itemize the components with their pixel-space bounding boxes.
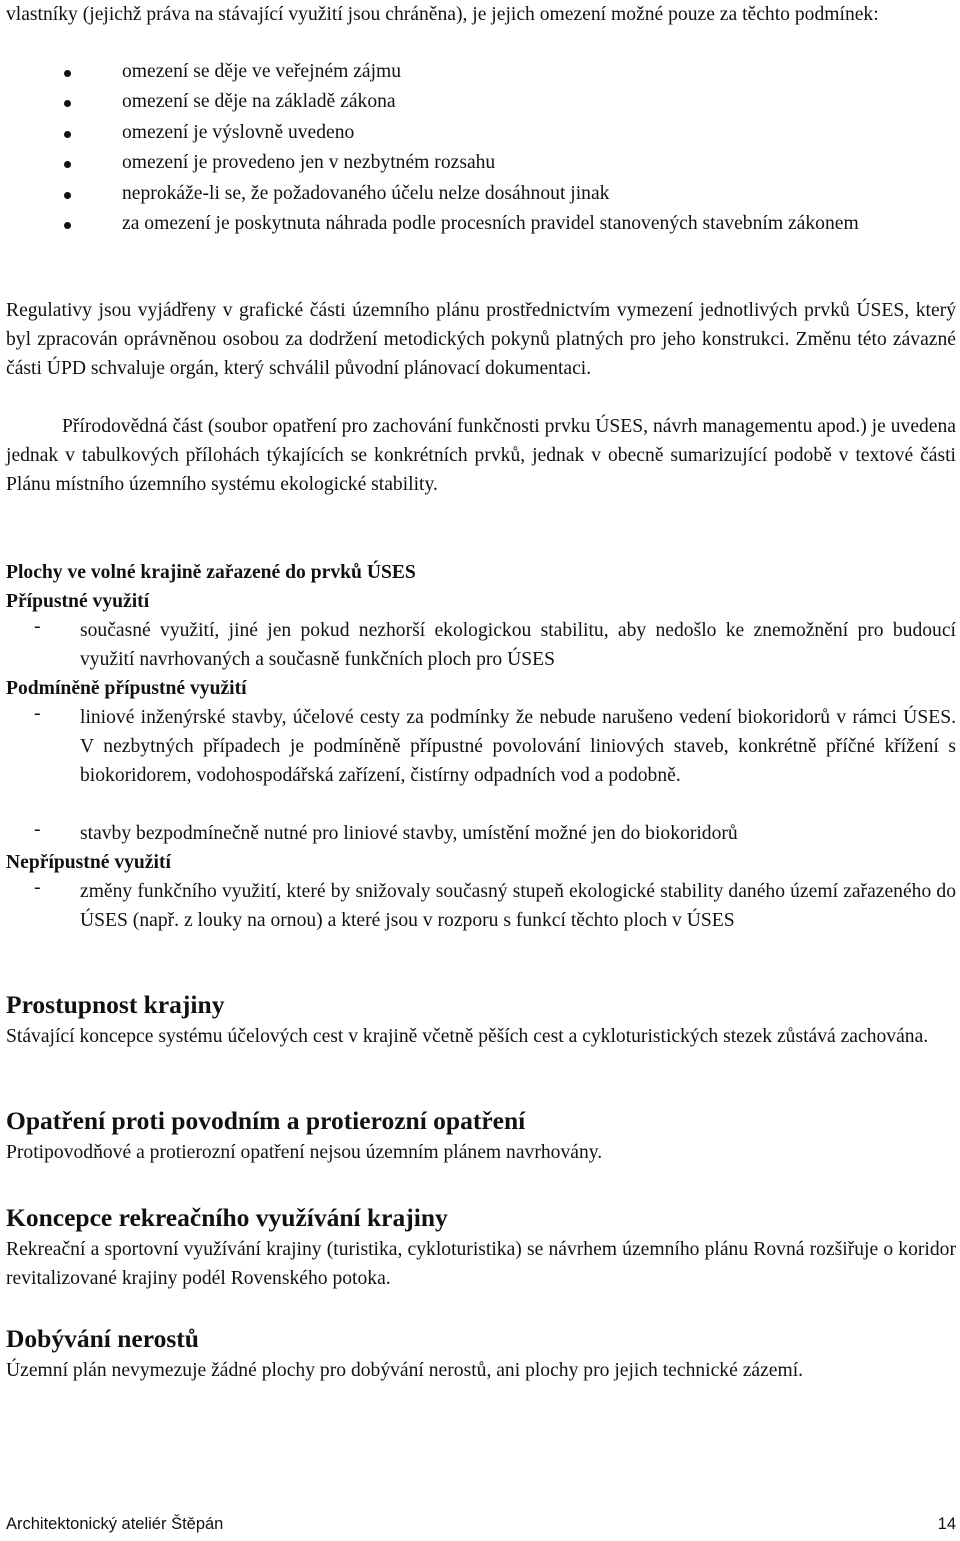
list-item: omezení je provedeno jen v nezbytném rozsahu (0, 148, 882, 178)
intro-paragraph: vlastníky (jejichž práva na stávající využití jsou chráněna), je jejich omezení možné pouze za těchto podmínek: (6, 4, 879, 25)
regulativy-paragraph: Regulativy jsou vyjádřeny v grafické části územního plánu prostřednictvím vymezení jednotlivých prvků ÚSES, který byl zpracován oprávněnou osobou za dodržení metodických pokynů platných pro jeho konstrukci. Změnu této závazné části ÚPD schvaluje orgán, který schválil původní plánovací dokumentaci. (6, 300, 956, 379)
page-number: 14 (937, 1515, 956, 1533)
bullet-icon (64, 70, 71, 77)
bullet-icon (64, 100, 71, 107)
bullet-icon (64, 131, 71, 138)
list-item: omezení se děje ve veřejném zájmu (0, 57, 882, 87)
prirodovedna-paragraph: Přírodovědná část (soubor opatření pro zachování funkčnosti prvku ÚSES, návrh managementu apod.) je uvedena jednak v tabulkových přílohách týkajících se konkrétních prvků, jednak v obecně sumarizující podobě v textové části Plánu místního územního systému ekologické stability. (6, 416, 956, 495)
prostupnost-paragraph: Stávající koncepce systému účelových cest v krajině včetně pěších cest a cykloturistických stezek zůstává zachována. (6, 1026, 929, 1047)
nerosty-paragraph: Územní plán nevymezuje žádné plochy pro dobývání nerostů, ani plochy pro jejich technické zázemí. (6, 1360, 804, 1381)
povodni-heading: Opatření proti povodním a protierozní opatření (6, 1106, 526, 1135)
dash-marker: - (34, 703, 41, 724)
nerosty-heading: Dobývání nerostů (6, 1324, 199, 1353)
dash-marker: - (34, 877, 41, 898)
povodni-paragraph: Protipovodňové a protierozní opatření nejsou územním plánem navrhovány. (6, 1142, 603, 1163)
list-item: omezení se děje na základě zákona (0, 87, 882, 117)
conditions-list (0, 57, 960, 239)
nepripustne-label: Nepřípustné využití (6, 852, 171, 873)
bullet-icon (64, 222, 71, 229)
bullet-icon (64, 161, 71, 168)
list-item: za omezení je poskytnuta náhrada podle procesních pravidel stanovených stavebním zákonem (0, 209, 882, 239)
list-item: omezení je výslovně uvedeno (0, 118, 882, 148)
rekreace-heading: Koncepce rekreačního využívání krajiny (6, 1203, 448, 1232)
footer-author: Architektonický ateliér Štěpán (6, 1515, 224, 1533)
bullet-icon (64, 192, 71, 199)
uses-heading: Plochy ve volné krajině zařazené do prvků ÚSES (6, 562, 416, 583)
dash-marker: - (34, 616, 41, 637)
list-item: neprokáže-li se, že požadovaného účelu nelze dosáhnout jinak (0, 179, 882, 209)
podminene-label: Podmíněně přípustné využití (6, 678, 247, 699)
prostupnost-heading: Prostupnost krajiny (6, 990, 225, 1019)
rekreace-paragraph: Rekreační a sportovní využívání krajiny (turistika, cykloturistika) se návrhem územního plánu Rovná rozšiřuje o koridor revitalizované krajiny podél Rovenského potoka. (6, 1239, 956, 1289)
pripustne-label: Přípustné využití (6, 591, 150, 612)
document-page: vlastníky (jejichž práva na stávající využití jsou chráněna), je jejich omezení možné pouze za těchto podmínek: omezení se děje ve veřejném zájmu omezení se děje na základě zákona omezení je výslovně uvedeno omezení je provedeno jen v nezbytném rozsahu neprokáže-li se, že požadovaného účelu nelze dosáhnout jinak za omezení je poskytnuta náhrada podle procesních pravidel stanovených stavebním zákonem Regulativy jsou vyjádřeny v grafické části územního plánu prostřednictvím vymezení jednotlivých prvků ÚSES, který byl zpracován oprávněnou osobou za dodržení metodických pokynů platných pro jeho konstrukci. Změnu této závazné části ÚPD schvaluje orgán, který schválil původní plánovací dokumentaci. Přírodovědná část (soubor opatření pro zachování funkčnosti prvku ÚSES, návrh managementu apod.) je uvedena jednak v tabulkových přílohách týkajících se konkrétních prvků, jednak v obecně sumarizující podobě v textové části Plánu místního územního systému ekologické stability. Plochy ve volné krajině zařazené do prvků ÚSES Přípustné využití - současné využití, jiné jen pokud nezhorší ekologickou stabilitu, aby nedošlo ke znemožnění pro budoucí využití navrhovaných a současně funkčních ploch pro ÚSES Podmíněně přípustné využití - liniové inženýrské stavby, účelové cesty za podmínky že nebude narušeno vedení biokoridorů v rámci ÚSES. V nezbytných případech je podmíněně přípustné povolování liniových staveb, konkrétně příčné křížení s biokoridorem, vodohospodářská zařízení, čistírny odpadních vod a podobně. - stavby bezpodmínečně nutné pro liniové stavby, umístění možné jen do biokoridorů Nepřípustné využití - změny funkčního využití, které by snižovaly současný stupeň ekologické stability daného území zařazeného do ÚSES (např. z louky na ornou) a které jsou v rozporu s funkcí těchto ploch v ÚSES Prostupnost krajiny Stávající koncepce systému účelových cest v krajině včetně pěších cest a cykloturistických stezek zůstává zachována. Opatření proti povodním a protierozní opatření Protipovodňové a protierozní opatření nejsou územním plánem navrhovány. Koncepce rekreačního využívání krajiny Rekreační a sportovní využívání krajiny (turistika, cykloturistika) se návrhem územního plánu Rovná rozšiřuje o koridor revitalizované krajiny podél Rovenského potoka. Dobývání nerostů Územní plán nevymezuje žádné plochy pro dobývání nerostů, ani plochy pro jejich technické zázemí. Architektonický ateliér Štěpán 14 (0, 0, 960, 1541)
dash-marker: - (34, 819, 41, 840)
